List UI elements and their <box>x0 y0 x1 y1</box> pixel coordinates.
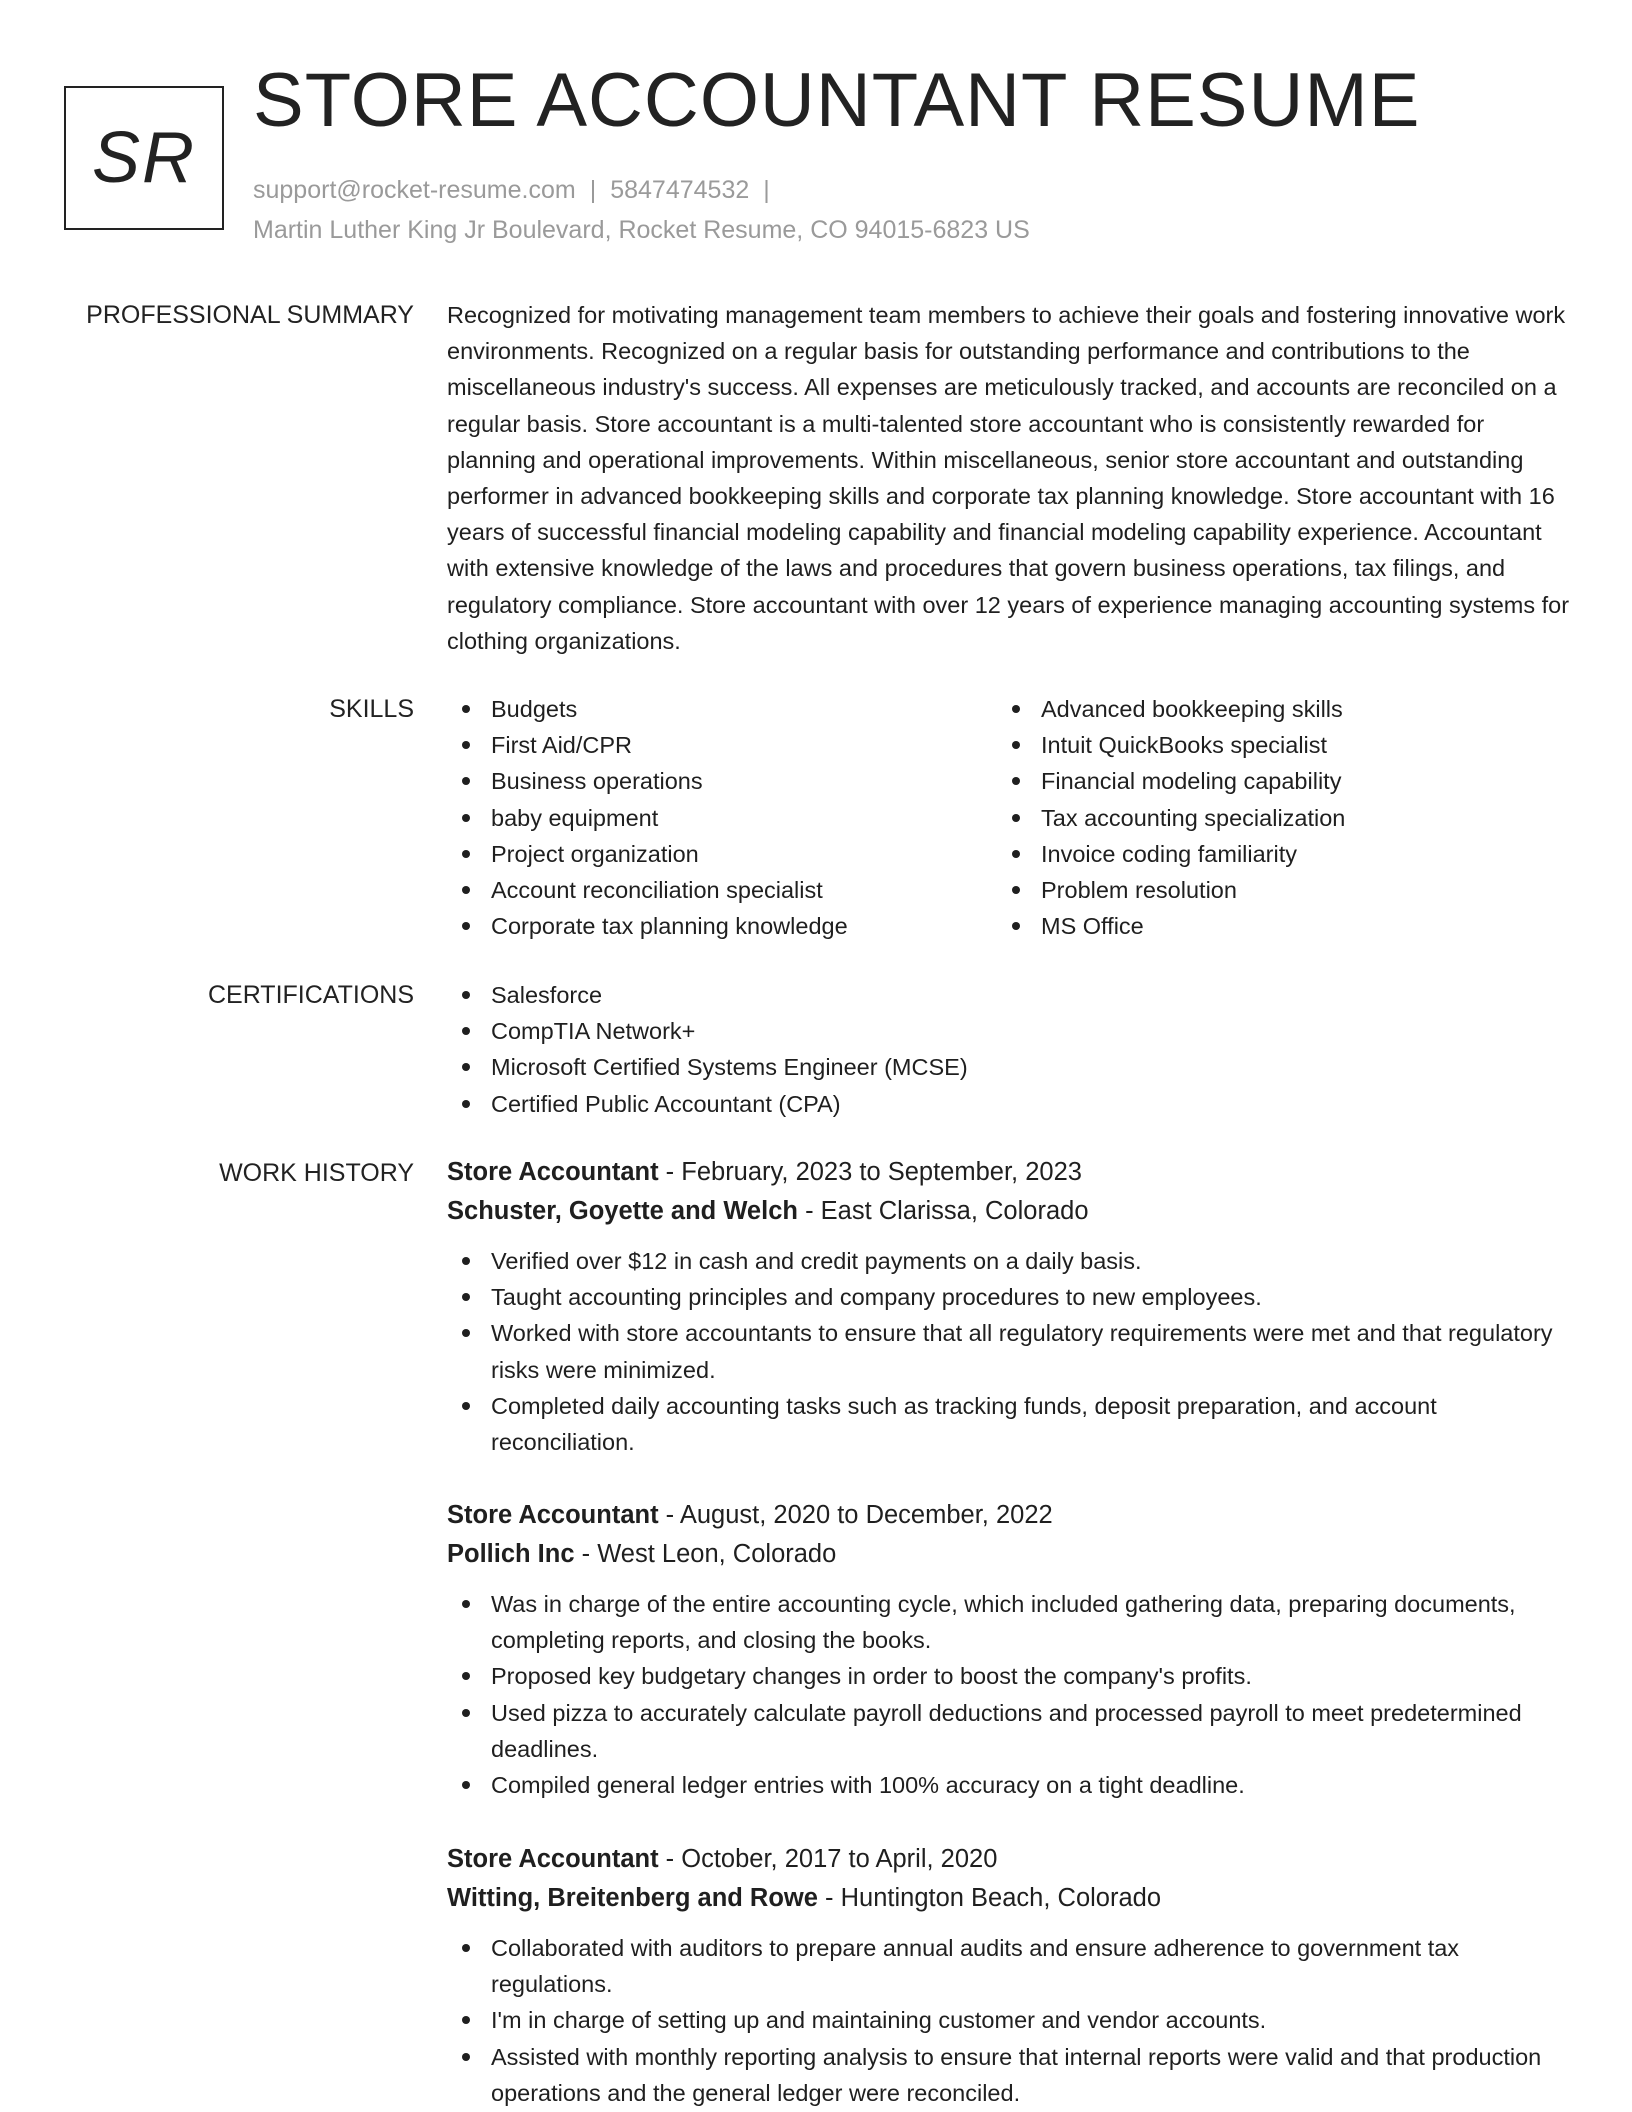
skill-item: MS Office <box>997 908 1557 944</box>
job-company: Schuster, Goyette and Welch <box>447 1197 798 1225</box>
skill-item: Invoice coding familiarity <box>997 836 1557 872</box>
initials: SR <box>91 118 197 198</box>
job-title: Store Accountant <box>447 1158 659 1186</box>
skill-item: Financial modeling capability <box>997 763 1557 799</box>
job-location: - Huntington Beach, Colorado <box>825 1884 1162 1912</box>
skill-item: Advanced bookkeeping skills <box>997 691 1557 727</box>
job-title-line <box>447 1153 1572 1192</box>
section-label-certifications: CERTIFICATIONS <box>207 981 414 1009</box>
address: Martin Luther King Jr Boulevard, Rocket Resume, CO 94015-6823 US <box>253 216 1030 244</box>
section-label-skills: SKILLS <box>329 695 414 723</box>
skill-item: Intuit QuickBooks specialist <box>997 727 1557 763</box>
skill-item: Tax accounting specialization <box>997 800 1557 836</box>
job-title: Store Accountant <box>447 1845 659 1873</box>
job-entry <box>447 1496 1572 1803</box>
job-bullets <box>447 1930 1572 2111</box>
job-bullet: Completed daily accounting tasks such as tracking funds, deposit preparation, and account reconciliation. <box>447 1388 1572 1460</box>
email: support@rocket-resume.com <box>253 176 576 204</box>
skills-list-left <box>447 691 987 944</box>
job-bullets <box>447 1586 1572 1803</box>
skill-item: Business operations <box>447 763 987 799</box>
summary-text: Recognized for motivating management team members to achieve their goals and fostering innovative work environments. Recognized on a regular basis for outstanding performance and contributions to the miscellaneous industry's success. All expenses are meticulously tracked, and accounts are reconciled on a regular basis. Store accountant is a multi-talented store accountant who is consistently rewarded for planning and operational improvements. Within miscellaneous, senior store accountant and outstanding performer in advanced bookkeeping skills and corporate tax planning knowledge. Store accountant with 16 years of successful financial modeling capability and financial modeling capability experience. Accountant with extensive knowledge of the laws and procedures that govern business operations, tax filings, and regulatory compliance. Store accountant with over 12 years of experience managing accounting systems for clothing organizations. <box>447 302 1570 654</box>
job-entry <box>447 1153 1572 1460</box>
job-title: Store Accountant <box>447 1501 659 1529</box>
job-bullet: Collaborated with auditors to prepare annual audits and ensure adherence to government tax regulations. <box>447 1930 1572 2002</box>
certification-item: Certified Public Accountant (CPA) <box>447 1086 1572 1122</box>
skill-item: Budgets <box>447 691 987 727</box>
job-dates: - October, 2017 to April, 2020 <box>665 1845 998 1873</box>
job-title-line <box>447 1840 1572 1879</box>
certification-item: Salesforce <box>447 977 1572 1013</box>
job-dates: - February, 2023 to September, 2023 <box>665 1158 1082 1186</box>
monogram-box <box>64 86 224 230</box>
skill-item: Account reconciliation specialist <box>447 872 987 908</box>
job-location: - East Clarissa, Colorado <box>805 1197 1089 1225</box>
skill-item: Project organization <box>447 836 987 872</box>
job-entry <box>447 1840 1572 2111</box>
job-bullet: Used pizza to accurately calculate payroll deductions and processed payroll to meet predetermined deadlines. <box>447 1695 1572 1767</box>
job-dates: - August, 2020 to December, 2022 <box>665 1501 1053 1529</box>
skill-item: baby equipment <box>447 800 987 836</box>
page-title: STORE ACCOUNTANT RESUME <box>253 58 1421 143</box>
job-bullet: Assisted with monthly reporting analysis to ensure that internal reports were valid and that production operations and the general ledger were reconciled. <box>447 2039 1572 2111</box>
job-company-line <box>447 1192 1572 1231</box>
separator: | <box>589 176 597 204</box>
job-location: - West Leon, Colorado <box>581 1540 837 1568</box>
certification-item: Microsoft Certified Systems Engineer (MCSE) <box>447 1049 1572 1085</box>
separator: | <box>763 176 770 204</box>
job-bullet: Was in charge of the entire accounting cycle, which included gathering data, preparing documents, completing reports, and closing the books. <box>447 1586 1572 1658</box>
job-bullet: Taught accounting principles and company procedures to new employees. <box>447 1279 1572 1315</box>
job-bullet: Verified over $12 in cash and credit payments on a daily basis. <box>447 1243 1572 1279</box>
job-company: Witting, Breitenberg and Rowe <box>447 1884 818 1912</box>
certifications-list <box>447 977 1572 1122</box>
skill-item: Corporate tax planning knowledge <box>447 908 987 944</box>
job-company: Pollich Inc <box>447 1540 575 1568</box>
contact-info <box>253 170 1030 250</box>
job-company-line <box>447 1879 1572 1918</box>
job-bullet: Proposed key budgetary changes in order to boost the company's profits. <box>447 1658 1572 1694</box>
phone: 5847474532 <box>610 176 750 204</box>
job-bullets <box>447 1243 1572 1460</box>
skills-list-right <box>997 691 1557 944</box>
section-label-summary: PROFESSIONAL SUMMARY <box>86 301 414 329</box>
job-bullet: I'm in charge of setting up and maintaining customer and vendor accounts. <box>447 2002 1572 2038</box>
job-company-line <box>447 1535 1572 1574</box>
job-bullet: Worked with store accountants to ensure that all regulatory requirements were met and that regulatory risks were minimized. <box>447 1315 1572 1387</box>
certification-item: CompTIA Network+ <box>447 1013 1572 1049</box>
job-title-line <box>447 1496 1572 1535</box>
skill-item: First Aid/CPR <box>447 727 987 763</box>
skill-item: Problem resolution <box>997 872 1557 908</box>
job-bullet: Compiled general ledger entries with 100% accuracy on a tight deadline. <box>447 1767 1572 1803</box>
section-label-work-history: WORK HISTORY <box>219 1159 414 1187</box>
